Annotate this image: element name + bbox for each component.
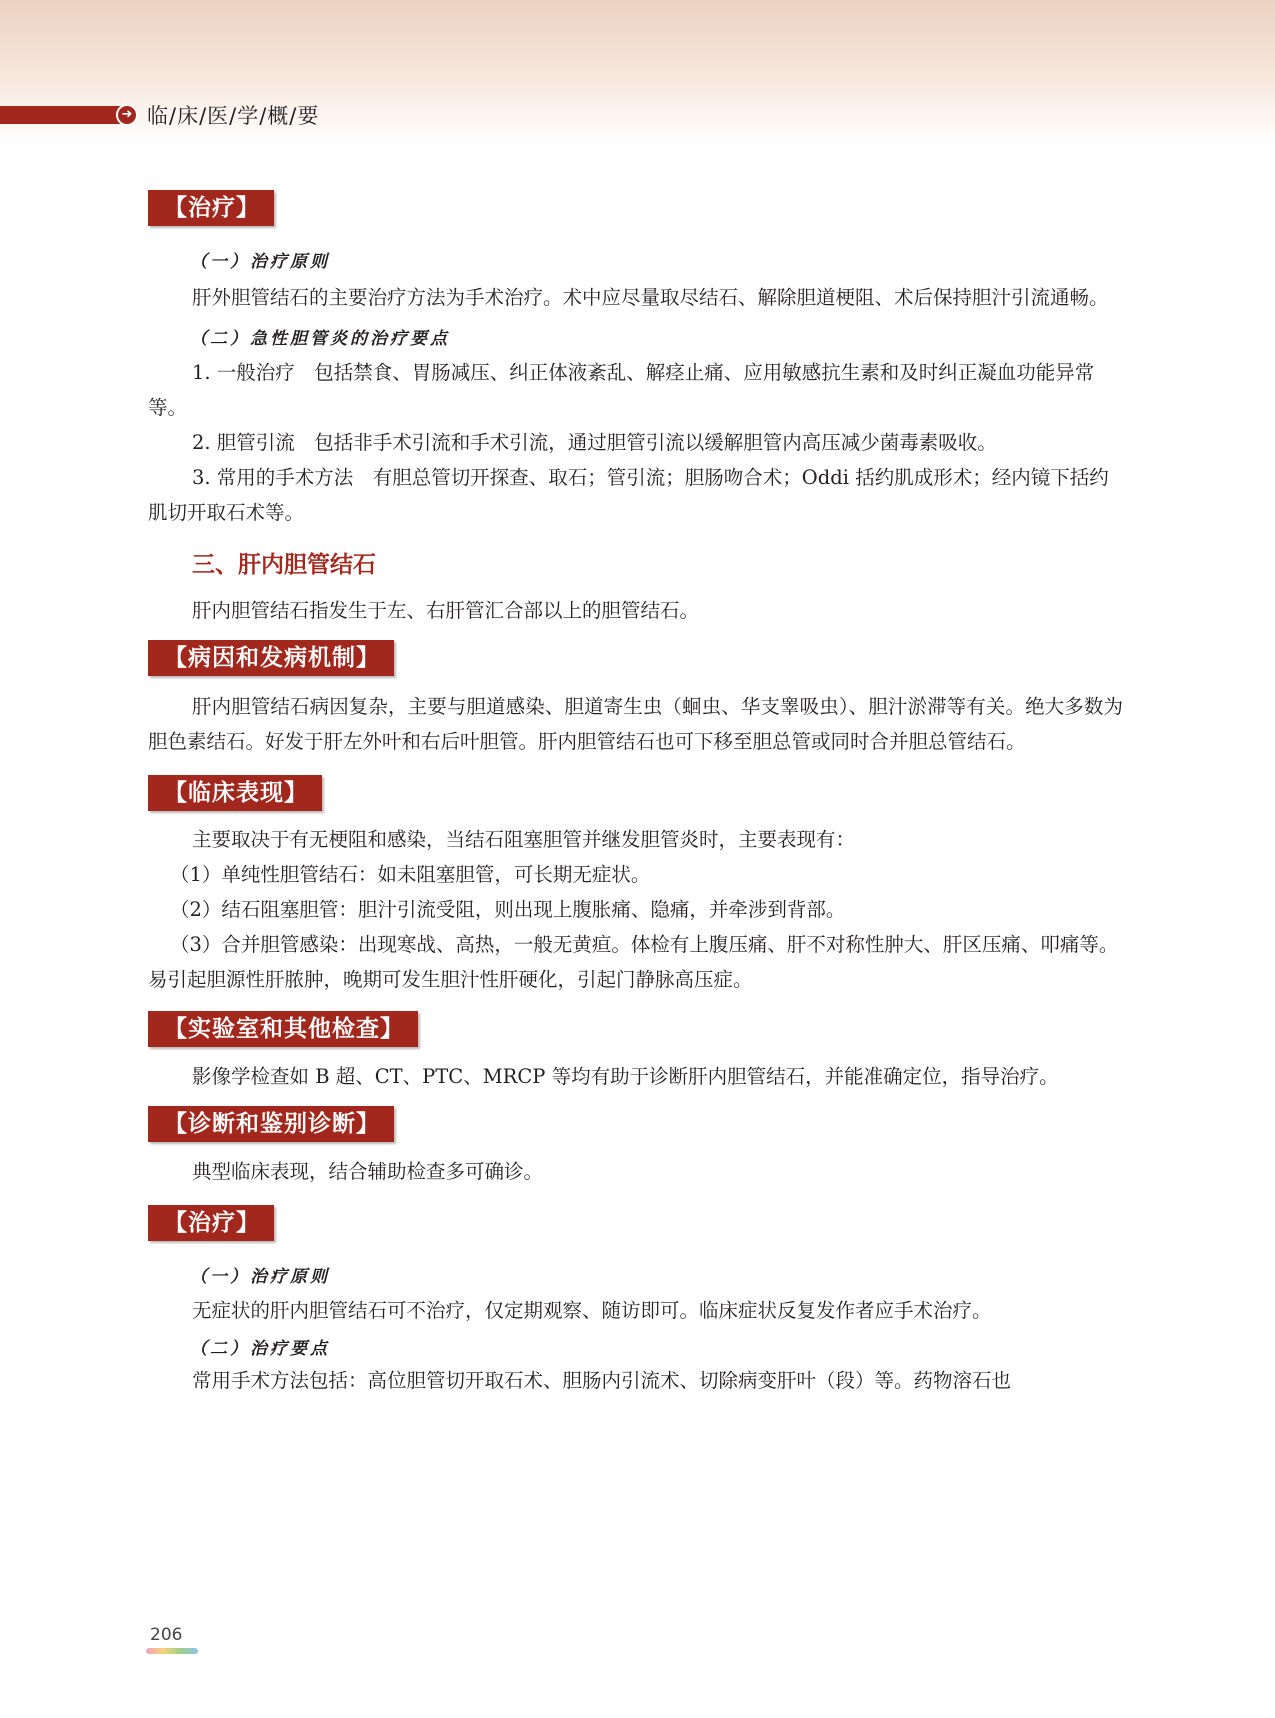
paragraph-treatment-principle: 肝外胆管结石的主要治疗方法为手术治疗。术中应尽量取尽结石、解除胆道梗阻、术后保持胆汁引流通畅。: [192, 286, 1109, 309]
section-etiology: [148, 640, 1123, 676]
section-heading-treatment: 【治疗】: [148, 190, 274, 226]
page-number-decoration: [146, 1648, 198, 1654]
header-red-bar: [0, 106, 132, 124]
list-item: 3. 常用的手术方法 有胆总管切开探查、取石；管引流；胆肠吻合术；Oddi 括约肌成形术；经内镜下括约肌切开取石术等。: [148, 466, 1109, 524]
section-treatment-2: [148, 1205, 1123, 1241]
section-heading-clinical: 【临床表现】: [148, 775, 322, 811]
paragraph-diagnosis: 典型临床表现，结合辅助检查多可确诊。: [192, 1160, 544, 1183]
paragraph-treatment-points: 常用手术方法包括：高位胆管切开取石术、胆肠内引流术、切除病变肝叶（段）等。药物溶石也: [192, 1369, 1012, 1392]
paragraph-treatment-principle-2: 无症状的肝内胆管结石可不治疗，仅定期观察、随访即可。临床症状反复发作者应手术治疗。: [192, 1299, 992, 1322]
section-heading-treatment: 【治疗】: [148, 1205, 274, 1241]
section-clinical: [148, 775, 1123, 811]
right-arrow-circle-icon: ➜: [116, 104, 138, 126]
section-heading-diagnosis: 【诊断和鉴别诊断】: [148, 1106, 394, 1142]
list-item: 2. 胆管引流 包括非手术引流和手术引流，通过胆管引流以缓解胆管内高压减少菌毒素吸收。: [192, 431, 997, 454]
paragraph-definition: 肝内胆管结石指发生于左、右肝管汇合部以上的胆管结石。: [192, 599, 700, 622]
section-lab: [148, 1011, 1123, 1047]
section-heading-etiology: 【病因和发病机制】: [148, 640, 394, 676]
list-item: （3）合并胆管感染：出现寒战、高热，一般无黄疸。体检有上腹压痛、肝不对称性肿大、肝区压痛、叩痛等。易引起胆源性肝脓肿，晚期可发生胆汁性肝硬化，引起门静脉高压症。: [148, 933, 1119, 991]
subheading-acute-cholangitis: （二）急性胆管炎的治疗要点: [190, 329, 450, 349]
section-diagnosis: [148, 1106, 1123, 1142]
list-item: （2）结石阻塞胆管：胆汁引流受阻，则出现上腹胀痛、隐痛，并牵涉到背部。: [170, 898, 846, 921]
subheading-treatment-points: （二）治疗要点: [190, 1339, 330, 1359]
paragraph-clinical-intro: 主要取决于有无梗阻和感染，当结石阻塞胆管并继发胆管炎时，主要表现有：: [192, 828, 856, 851]
section-treatment-1: [148, 190, 1123, 226]
list-item: （1）单纯性胆管结石：如未阻塞胆管，可长期无症状。: [170, 863, 651, 886]
page-number: 206: [150, 1625, 183, 1645]
subheading-treatment-principle: （一）治疗原则: [190, 1267, 330, 1287]
paragraph-etiology: 肝内胆管结石病因复杂，主要与胆道感染、胆道寄生虫（蛔虫、华支睾吸虫）、胆汁淤滞等有关。绝大多数为胆色素结石。好发于肝左外叶和右后叶胆管。肝内胆管结石也可下移至胆总管或同时合并胆总管结石。: [148, 695, 1123, 753]
section-heading-lab: 【实验室和其他检查】: [148, 1011, 418, 1047]
running-header-title: 临/床/医/学/概/要: [147, 104, 320, 128]
subheading-treatment-principle: （一）治疗原则: [190, 252, 330, 272]
list-item: 1. 一般治疗 包括禁食、胃肠减压、纠正体液紊乱、解痉止痛、应用敏感抗生素和及时纠正凝血功能异常等。: [148, 361, 1095, 419]
chapter-heading-intrahepatic-stones: 三、肝内胆管结石: [192, 552, 376, 578]
paragraph-lab: 影像学检查如 B 超、CT、PTC、MRCP 等均有助于诊断肝内胆管结石，并能准确定位，指导治疗。: [192, 1065, 1059, 1088]
page-content: [148, 190, 1123, 1398]
